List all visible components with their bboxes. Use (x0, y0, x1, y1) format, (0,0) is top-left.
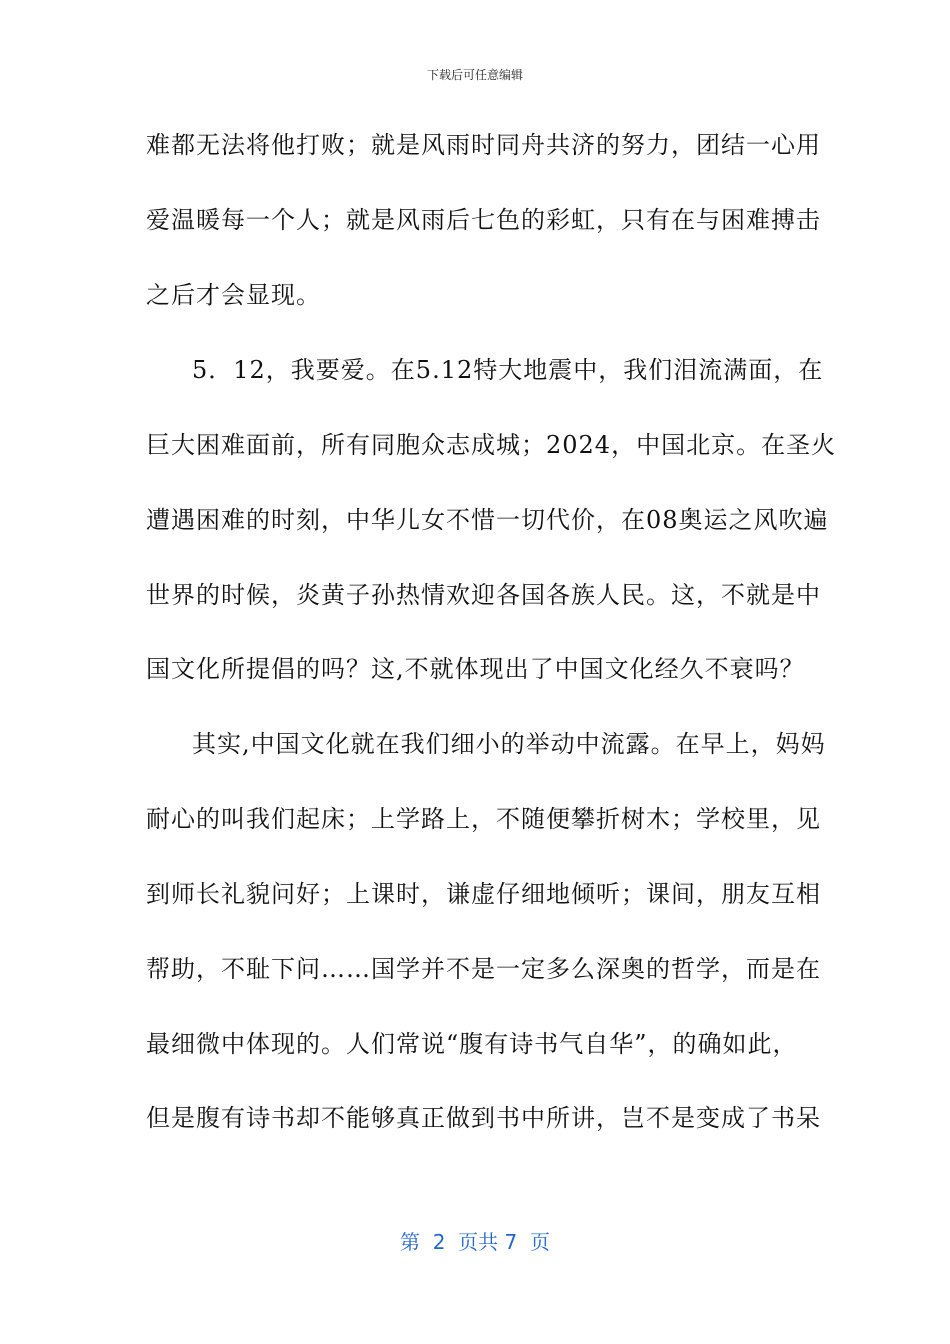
text-line: 国文化所提倡的吗？这,不就体现出了中国文化经久不衰吗？ (146, 655, 805, 683)
text-line: 巨大困难面前，所有同胞众志成城；2024，中国北京。在圣火 (146, 431, 837, 459)
text-line: 最细微中体现的。人们常说“腹有诗书气自华”，的确如此， (146, 1030, 798, 1058)
page-header: 下载后可任意编辑 (426, 68, 523, 82)
text-line: 耐心的叫我们起床；上学路上，不随便攀折树木；学校里，见 (146, 805, 821, 833)
paragraph-start-line: 5．12，我要爱。在5.12特大地震中，我们泪流满面，在 (192, 356, 824, 384)
text-line: 但是腹有诗书却不能够真正做到书中所讲，岂不是变成了书呆 (146, 1104, 821, 1132)
text-line: 之后才会显现。 (146, 281, 321, 309)
text-line: 帮助，不耻下问……国学并不是一定多么深奥的哲学，而是在 (146, 955, 821, 983)
text-line: 难都无法将他打败；就是风雨时同舟共济的努力，团结一心用 (146, 131, 821, 159)
text-line: 世界的时候，炎黄子孙热情欢迎各国各族人民。这，不就是中 (146, 581, 821, 609)
page-number-footer: 第 2 页共 7 页 (400, 1230, 550, 1254)
paragraph-start-line: 其实,中国文化就在我们细小的举动中流露。在早上，妈妈 (192, 730, 826, 758)
text-line: 到师长礼貌问好；上课时，谦虚仔细地倾听；课间，朋友互相 (146, 880, 821, 908)
text-line: 爱温暖每一个人；就是风雨后七色的彩虹，只有在与困难搏击 (146, 206, 821, 234)
text-line: 遭遇困难的时刻，中华儿女不惜一切代价，在08奥运之风吹遍 (146, 506, 829, 534)
